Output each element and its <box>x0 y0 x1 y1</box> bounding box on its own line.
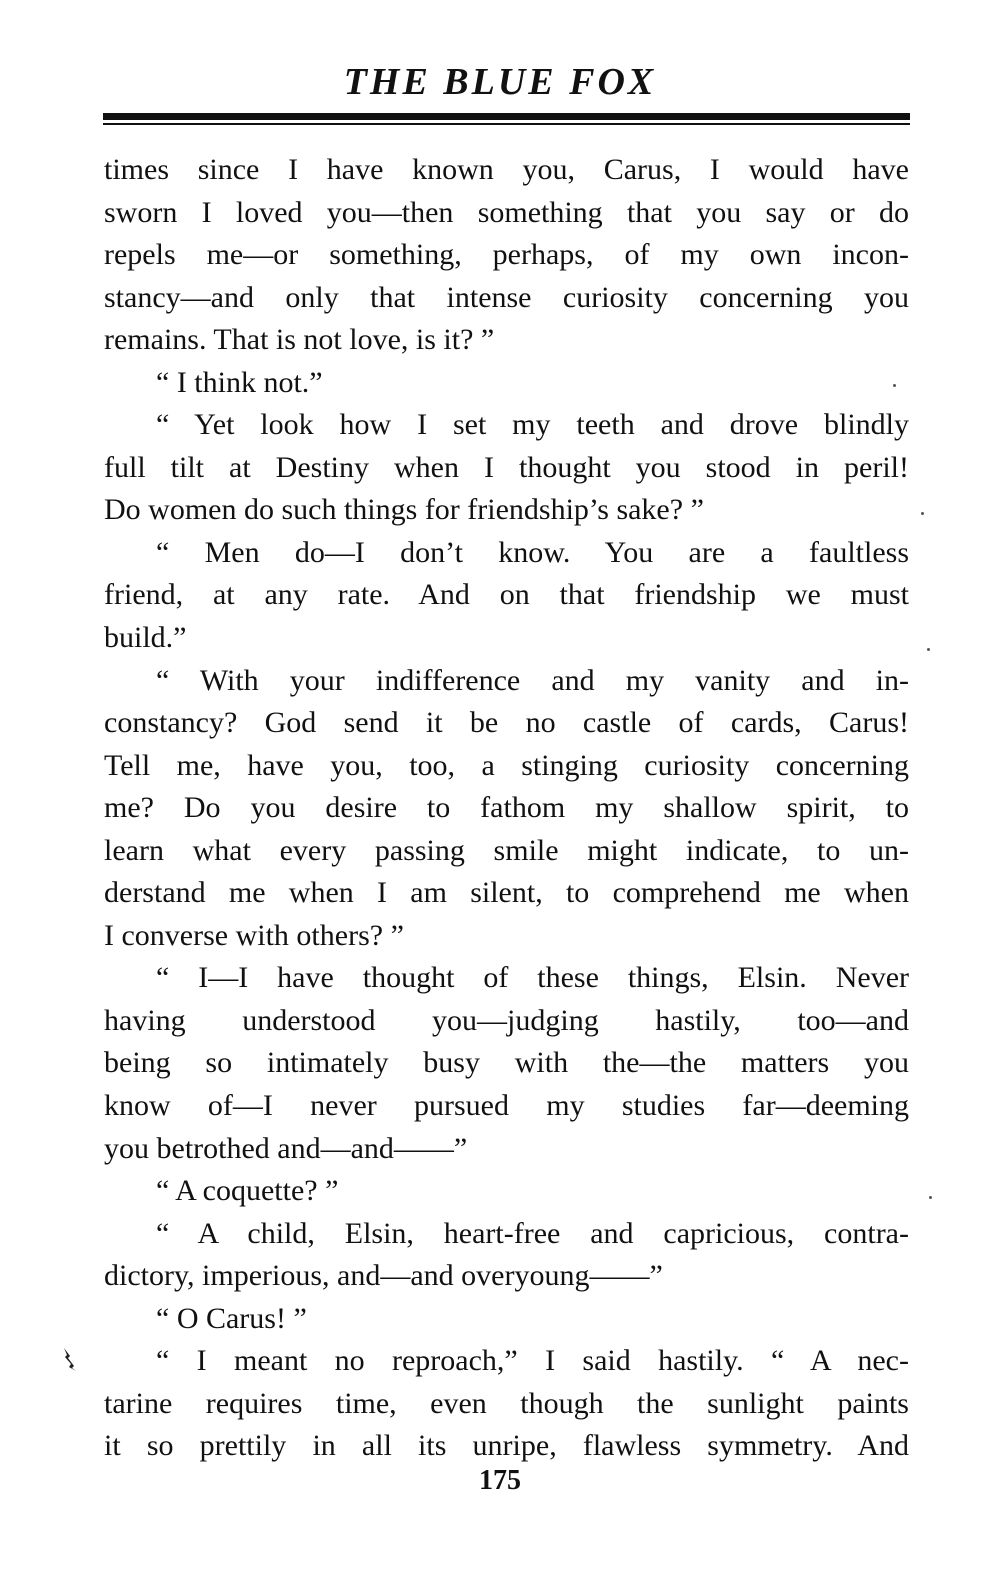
text-line: know of—I never pursued my studies far—deeming <box>104 1089 909 1123</box>
text-line: “ Men do—I don’t know. You are a faultless <box>156 535 909 569</box>
text-line: constancy? God send it be no castle of cards, Carus! <box>104 706 909 740</box>
text-line: having understood you—judging hastily, too—and <box>104 1003 909 1037</box>
text-line: “ I—I have thought of these things, Elsin. Never <box>156 961 909 995</box>
text-line: build.” <box>104 621 187 655</box>
text-line: Tell me, have you, too, a stinging curiosity concerning <box>104 748 909 782</box>
ink-mark-icon <box>62 1346 78 1372</box>
text-line: remains. That is not love, is it? ” <box>104 323 495 357</box>
text-line: derstand me when I am silent, to comprehend me when <box>104 876 909 910</box>
text-line: learn what every passing smile might indicate, to un- <box>104 833 909 867</box>
page-number: 175 <box>479 1465 521 1496</box>
text-line: “ I meant no reproach,” I said hastily. “ A nec- <box>156 1344 909 1378</box>
text-line: times since I have known you, Carus, I would have <box>104 153 909 186</box>
text-line: “ I think not.” <box>156 365 323 399</box>
text-line: I converse with others? ” <box>104 918 404 952</box>
text-line: sworn I loved you—then something that you say or do <box>104 195 909 229</box>
paper-speck <box>927 648 930 651</box>
text-line: full tilt at Destiny when I thought you stood in peril! <box>104 450 909 484</box>
text-line: tarine requires time, even though the sunlight paints <box>104 1386 909 1420</box>
text-line: “ A child, Elsin, heart-free and capricious, contra- <box>156 1216 909 1250</box>
text-line: stancy—and only that intense curiosity concerning you <box>104 280 909 314</box>
text-line: it so prettily in all its unripe, flawless symmetry. And <box>104 1429 909 1463</box>
text-line: Do women do such things for friendship’s sake? ” <box>104 493 704 527</box>
header-rule-thick <box>103 113 910 120</box>
body-text <box>104 149 909 1468</box>
running-title: THE BLUE FOX <box>343 61 657 103</box>
paper-speck <box>929 1196 932 1199</box>
header-rule-thin <box>103 123 910 125</box>
text-line: friend, at any rate. And on that friendship we must <box>104 578 909 612</box>
text-line: dictory, imperious, and—and overyoung——” <box>104 1259 663 1293</box>
paper-speck <box>893 384 896 387</box>
text-line: you betrothed and—and——” <box>104 1131 468 1165</box>
paper-speck <box>921 512 924 515</box>
text-line: “ With your indifference and my vanity and in- <box>156 663 909 697</box>
text-line: me? Do you desire to fathom my shallow spirit, to <box>104 791 909 825</box>
text-line: “ O Carus! ” <box>156 1301 307 1335</box>
text-line: being so intimately busy with the—the matters you <box>104 1046 909 1080</box>
text-line: repels me—or something, perhaps, of my own incon- <box>104 238 909 272</box>
text-line: “ A coquette? ” <box>156 1174 339 1208</box>
text-line: “ Yet look how I set my teeth and drove blindly <box>156 408 909 442</box>
